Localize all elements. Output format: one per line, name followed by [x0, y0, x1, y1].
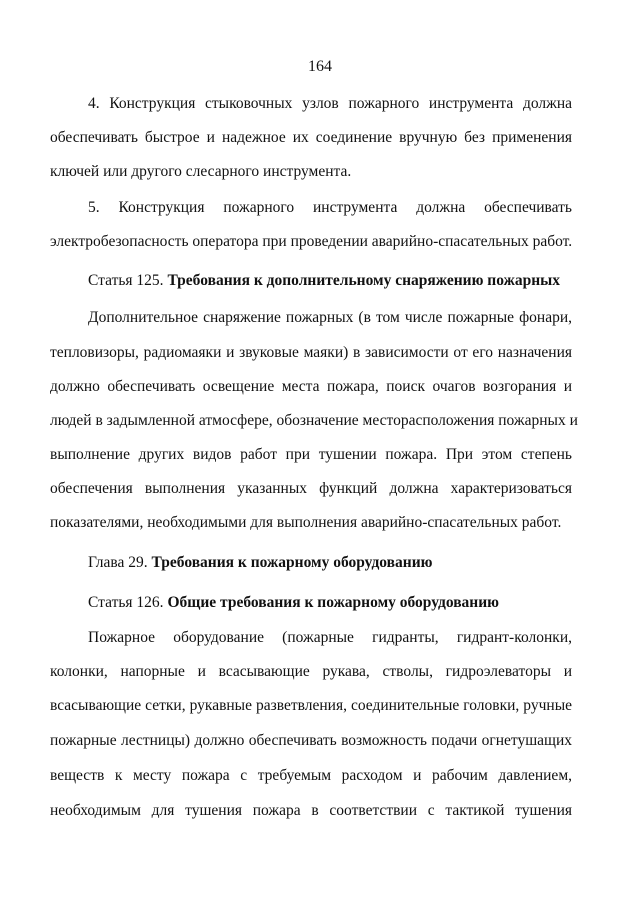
- text-line: необходимым для тушения пожара в соответствии с тактикой тушения: [50, 802, 572, 819]
- text-line: обеспечения выполнения указанных функций должна характеризоваться: [50, 480, 572, 497]
- text-line: Пожарное оборудование (пожарные гидранты, гидрант-колонки,: [88, 629, 572, 646]
- text-line: всасывающие сетки, рукавные разветвления, соединительные головки, ручные: [50, 697, 572, 714]
- heading-title: Требования к дополнительному снаряжению пожарных: [167, 272, 560, 289]
- text-line: колонки, напорные и всасывающие рукава, стволы, гидроэлеваторы и: [50, 663, 572, 680]
- text-line: выполнение других видов работ при тушении пожара. При этом степень: [50, 446, 572, 463]
- text-line: ключей или другого слесарного инструмента.: [50, 163, 352, 180]
- text-line: людей в задымленной атмосфере, обозначение месторасположения пожарных и: [50, 412, 578, 429]
- text-line: Дополнительное снаряжение пожарных (в том числе пожарные фонари,: [88, 309, 572, 326]
- heading-title: Требования к пожарному оборудованию: [151, 554, 433, 571]
- text-line: 5. Конструкция пожарного инструмента должна обеспечивать: [88, 199, 572, 216]
- heading-prefix: Статья 126.: [88, 594, 168, 611]
- article-125-heading: [88, 271, 560, 291]
- heading-title: Общие требования к пожарному оборудованию: [167, 594, 500, 611]
- text-line: должно обеспечивать освещение места пожара, поиск очагов возгорания и: [50, 378, 572, 395]
- article-126-heading: [88, 593, 499, 613]
- chapter-29-heading: [88, 553, 432, 573]
- text-line: обеспечивать быстрое и надежное их соединение вручную без применения: [50, 129, 572, 146]
- text-line: 4. Конструкция стыковочных узлов пожарного инструмента должна: [88, 95, 572, 112]
- heading-prefix: Статья 125.: [88, 272, 168, 289]
- text-line: пожарные лестницы) должно обеспечивать возможность подачи огнетушащих: [50, 732, 572, 749]
- text-line: тепловизоры, радиомаяки и звуковые маяки) в зависимости от его назначения: [50, 344, 572, 361]
- page-number: 164: [308, 58, 332, 75]
- text-line: электробезопасность оператора при проведении аварийно-спасательных работ.: [50, 233, 573, 250]
- text-line: веществ к месту пожара с требуемым расходом и рабочим давлением,: [50, 767, 572, 784]
- heading-prefix: Глава 29.: [88, 554, 152, 571]
- text-line: показателями, необходимыми для выполнения аварийно-спасательных работ.: [50, 514, 562, 531]
